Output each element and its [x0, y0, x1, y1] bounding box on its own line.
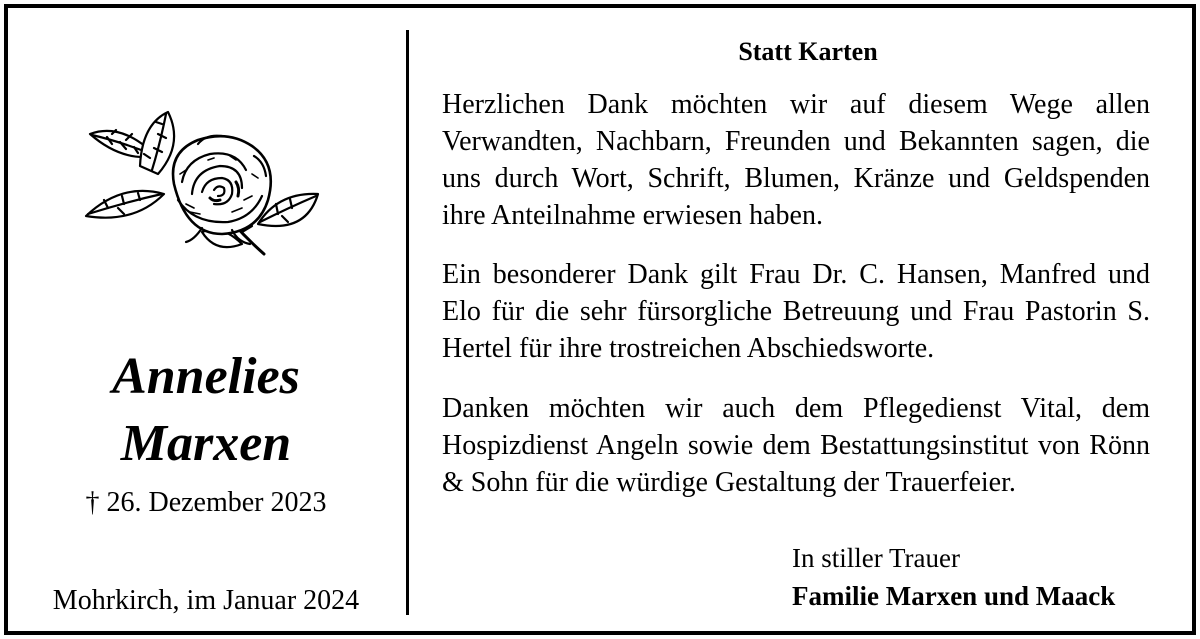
- closing-line: In stiller Trauer: [792, 543, 960, 573]
- deceased-last-name: Marxen: [120, 415, 292, 472]
- death-date: † 26. Dezember 2023: [85, 487, 327, 518]
- notice-heading: Statt Karten: [738, 37, 878, 66]
- further-thanks-paragraph: Danken möchten wir auch dem Pflegedienst Vital, dem Hospizdienst Angeln sowie dem Bestattungsinstitut von Rönn & Sohn für die würdige Gestaltung der Trauerfeier.: [442, 393, 1150, 498]
- family-signature: Familie Marxen und Maack: [792, 581, 1116, 611]
- deceased-first-name: Annelies: [112, 348, 300, 405]
- vertical-divider: [406, 30, 409, 615]
- special-thanks-paragraph: Ein besonderer Dank gilt Frau Dr. C. Hansen, Manfred und Elo für die sehr fürsorgliche Betreuung und Frau Pastorin S. Hertel für ihre trostreichen Abschiedsworte.: [442, 259, 1150, 364]
- obituary-card: [4, 4, 1196, 635]
- thanks-paragraph: Herzlichen Dank möchten wir auf diesem Wege allen Verwandten, Nachbarn, Freunden und Bekannten sagen, die uns durch Wort, Schrift, Blumen, Kränze und Geldspenden ihre Anteilnahme erwiesen haben.: [442, 89, 1150, 231]
- rose-icon: [82, 104, 322, 274]
- place-and-date: Mohrkirch, im Januar 2024: [52, 585, 360, 616]
